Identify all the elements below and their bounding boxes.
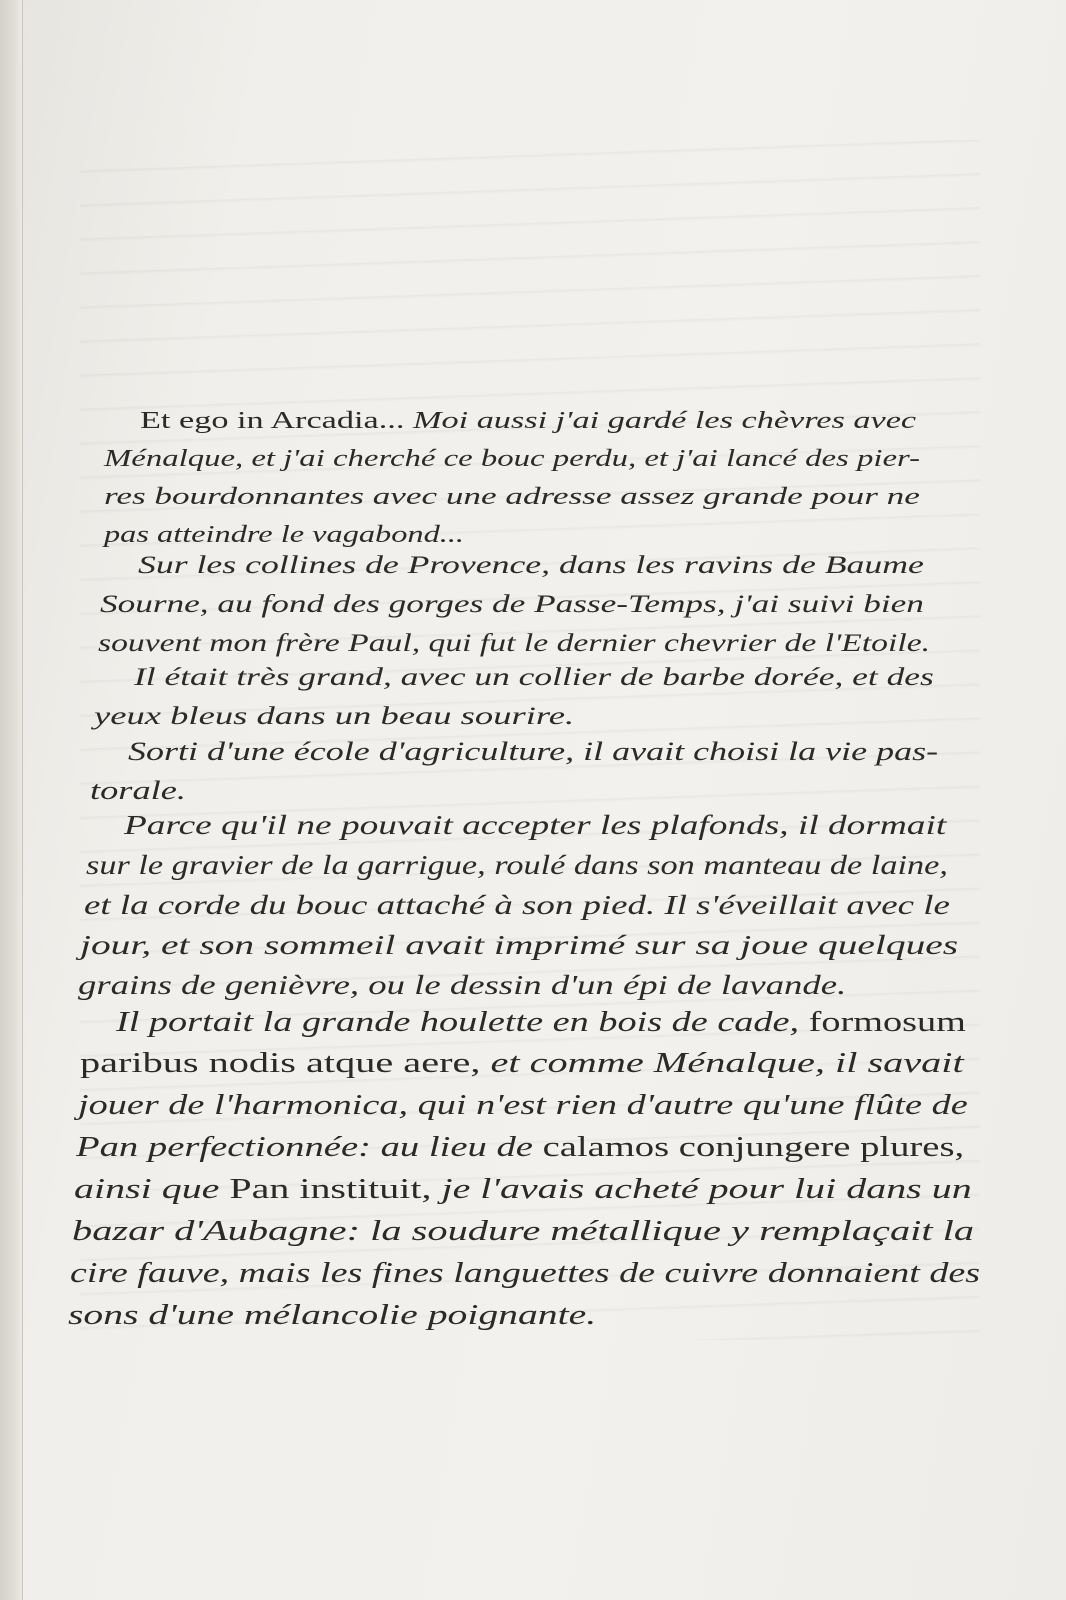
italic-text: souvent mon frère Paul, qui fut le dernier chevrier de l'Etoile.: [98, 630, 931, 657]
text-line: [68, 1299, 596, 1332]
italic-text: Sorti d'une école d'agriculture, il avait choisi la vie pas-: [128, 737, 939, 766]
roman-text: paribus nodis atque aere,: [80, 1047, 491, 1079]
italic-text: Il portait la grande houlette en bois de cade,: [116, 1006, 809, 1038]
roman-text: formosum: [808, 1006, 966, 1038]
text-line: [78, 1089, 968, 1122]
text-line: [128, 737, 938, 767]
italic-text: Il était très grand, avec un collier de barbe dorée, et des: [134, 664, 934, 691]
text-line: [84, 890, 950, 921]
italic-text: Sur les collines de Provence, dans les ravins de Baume: [138, 552, 924, 579]
italic-text: yeux bleus dans un beau sourire.: [94, 703, 575, 730]
italic-text: jouer de l'harmonica, qui n'est rien d'autre qu'une flûte de: [78, 1089, 968, 1121]
text-line: [134, 664, 934, 692]
italic-text: grains de genièvre, ou le dessin d'un épi de lavande.: [78, 970, 847, 1000]
italic-text: je l'avais acheté pour lui dans un: [441, 1173, 972, 1205]
italic-text: jour, et son sommeil avait imprimé sur sa joue quelques: [80, 930, 959, 960]
text-line: [80, 1047, 964, 1080]
italic-text: Ménalque, et j'ai cherché ce bouc perdu, et j'ai lancé des pier-: [104, 446, 920, 472]
italic-text: res bourdonnantes avec une adresse assez grande pour ne: [104, 484, 920, 510]
italic-text: Parce qu'il ne pouvait accepter les plafonds, il dormait: [124, 810, 947, 840]
italic-text: sur le gravier de la garrigue, roulé dans son manteau de laine,: [86, 850, 948, 880]
text-line: [70, 1257, 980, 1290]
italic-text: sons d'une mélancolie poignante.: [68, 1299, 597, 1331]
text-line: [104, 522, 464, 549]
italic-text: et comme Ménalque, il savait: [490, 1047, 964, 1079]
text-line: [116, 1006, 966, 1039]
text-line: [100, 591, 924, 619]
text-line: [90, 776, 186, 806]
text-line: [76, 1131, 964, 1164]
italic-text: pas atteindre le vagabond...: [104, 522, 465, 548]
text-line: [104, 484, 920, 511]
text-line: [104, 446, 920, 473]
italic-text: torale.: [90, 776, 186, 805]
text-line: [72, 1215, 974, 1248]
italic-text: bazar d'Aubagne: la soudure métallique y remplaçait la: [72, 1215, 975, 1247]
text-line: [138, 552, 924, 580]
italic-text: ainsi que: [74, 1173, 230, 1205]
italic-text: cire fauve, mais les fines languettes de cuivre donnaient des: [70, 1257, 981, 1289]
roman-text: Pan instituit,: [229, 1173, 442, 1205]
text-line: [140, 408, 916, 435]
italic-text: Sourne, au fond des gorges de Passe-Temps, j'ai suivi bien: [100, 591, 924, 618]
italic-text: Pan perfectionnée: au lieu de: [76, 1131, 543, 1163]
text-line: [74, 1173, 972, 1206]
italic-text: et la corde du bouc attaché à son pied. Il s'éveillait avec le: [84, 890, 950, 920]
roman-text: Et ego in Arcadia...: [140, 408, 413, 434]
text-line: [80, 930, 958, 961]
text-line: [124, 810, 946, 841]
text-line: [78, 970, 846, 1001]
roman-text: calamos conjungere plures,: [542, 1131, 965, 1163]
text-line: [94, 703, 574, 731]
text-line: [86, 850, 948, 881]
text-line: [98, 630, 930, 658]
italic-text: Moi aussi j'ai gardé les chèvres avec: [412, 408, 917, 434]
